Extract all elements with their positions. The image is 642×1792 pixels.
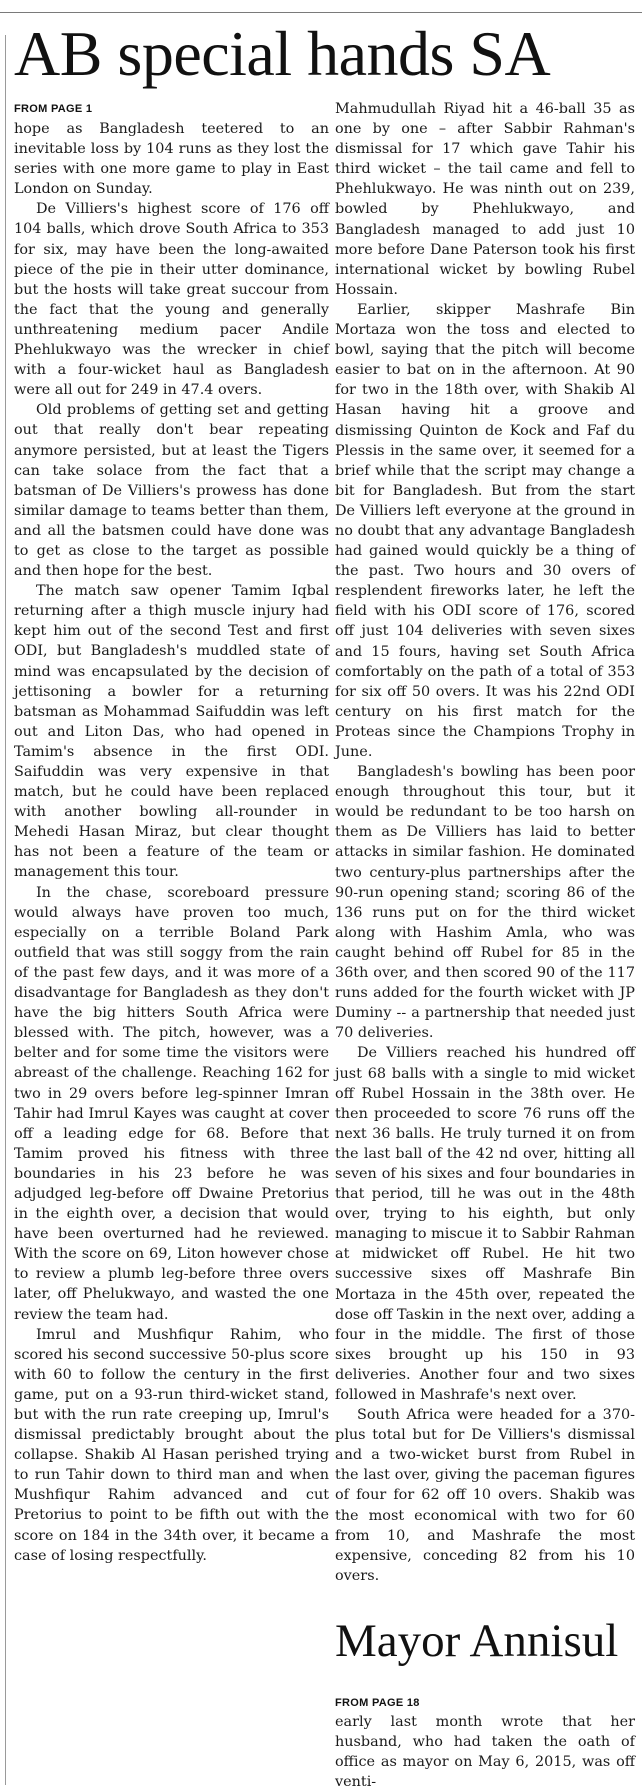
paragraph: De Villiers reached his hundred off just 68 balls with a single to mid wicket off Rubel Hossain in the 38th over. He then proceeded to score 76 runs off the next 36 balls. He truly turned it on from the last ball of the 42 nd over, hitting all seven of his sixes and four boundaries in that period, till he was out in the 48th over, trying to his eighth, but only managing to miscue it to Sabbir Rahman at midwicket off Rubel. He hit two successive sixes off Mashrafe Bin Mortaza in the 45th over, repeated the dose off Taskin in the next over, adding a four in the middle. The first of those sixes brought up his 150 in 93 deliveries. Another four and two sixes followed in Mashrafe's next over. — [335, 1045, 635, 1403]
paragraph: In the chase, scoreboard pressure would always have proven too much, especially on a terrible Boland Park outfield that was still soggy from the rain of the past few days, and it was more of a disadvantage for Bangladesh as they don't have the big hitters South Africa were blessed with. The pitch, however, was a belter and for some time the visitors were abreast of the challenge. Reaching 162 for two in 29 overs before leg-spinner Imran Tahir had Imrul Kayes was caught at cover off a leading edge for 68. Before that Tamim proved his fitness with three boundaries in his 23 before he was adjudged leg-before off Dwaine Pretorius in the eighth over, a decision that would have been overturned had he reviewed. With the score on 69, Liton however chose to review a plumb leg-before three overs later, off Phelukwayo, and wasted the one review the team had. — [14, 884, 329, 1323]
second-article-column — [335, 1696, 635, 1792]
paragraph: Mahmudullah Riyad hit a 46-ball 35 as one by one – after Sabbir Rahman's dismissal for 17 which gave Tahir his third wicket – the tail came and fell to Phehlukwayo. He was ninth out on 239, bowled by Phehlukwayo, and Bangladesh managed to add just 10 more before Dane Paterson took his first international wicket by bowling Rubel Hossain. — [335, 101, 635, 298]
paragraph: De Villiers's highest score of 176 off 104 balls, which drove South Africa to 353 for six, may have been the long-awaited piece of the pie in their utter dominance, but the hosts will take great succour from the fact that the young and generally unthreatening medium pacer Andile Phehlukwayo was the wrecker in chief with a four-wicket haul as Bangladesh were all out for 249 in 47.4 overs. — [14, 201, 329, 399]
paragraph: South Africa were headed for a 370-plus total but for De Villiers's dismissal and a two-wicket burst from Rubel in the last over, giving the paceman figures of four for 62 off 10 overs. Shakib was the most economical with two for 60 from 10, and Mashrafe the most expensive, conceding 82 from his 10 overs. — [335, 1407, 635, 1584]
top-rule — [0, 12, 642, 13]
second-article-headline: Mayor Annisul — [335, 1615, 619, 1667]
left-column — [14, 102, 329, 1566]
paragraph: Imrul and Mushfiqur Rahim, who scored his second successive 50-plus score with 60 to follow the century in the first game, put on a 93-run third-wicket stand, but with the run rate creeping up, Imrul's dismissal predictably brought about the collapse. Shakib Al Hasan perished trying to run Tahir down to third man and when Mushfiqur Rahim advanced and cut Pretorius to point to be fifth out with the score on 184 in the 34th over, it became a case of losing respectfully. — [14, 1326, 329, 1564]
paragraph: The match saw opener Tamim Iqbal returning after a thigh muscle injury had kept him out of the second Test and first ODI, but Bangladesh's muddled state of mind was encapsulated by the decision of jettisoning a bowler for a returning batsman as Mohammad Saifuddin was left out and Liton Das, who had opened in Tamim's absence in the first ODI. Saifuddin was very expensive in that match, but he could have been replaced with another bowling all-rounder in Mehedi Hasan Miraz, but clear thought has not been a feature of the team or management this tour. — [14, 583, 329, 881]
paragraph: Earlier, skipper Mashrafe Bin Mortaza won the toss and elected to bowl, saying that the pitch will become easier to bat on in the afternoon. At 90 for two in the 18th over, with Shakib Al Hasan having hit a groove and dismissing Quinton de Kock and Faf du Plessis in the same over, it seemed for a brief while that the script may change a bit for Bangladesh. But from the start De Villiers left everyone at the ground in no doubt that any advantage Bangladesh had gained would quickly be a thing of the past. Two hours and 30 overs of resplendent fireworks later, he left the field with his ODI score of 176, scored off just 104 deliveries with seven sixes and 15 fours, having set South Africa comfortably on the path of a total of 353 for six off 50 overs. It was his 22nd ODI century on his first match for the Proteas since the Champions Trophy in June. — [335, 301, 635, 760]
paragraph: Bangladesh's bowling has been poor enough throughout this tour, but it would be redundant to be too harsh on them as De Villiers has laid to better attacks in similar fashion. He dominated two century-plus partnerships after the 90-run opening stand; scoring 86 of the 136 runs put on for the third wicket along with Hashim Amla, who was caught behind off Rubel for 85 in the 36th over, and then scored 90 of the 117 runs added for the fourth wicket with JP Duminy -- a partnership that needed just 70 deliveries. — [335, 764, 635, 1042]
left-column-rule — [5, 35, 6, 1785]
article-kicker: FROM PAGE 1 — [14, 103, 93, 115]
second-article-kicker: FROM PAGE 18 — [335, 1697, 420, 1709]
paragraph: early last month wrote that her husband, who had taken the oath of office as mayor on May 6, 2015, was off venti- — [335, 1714, 635, 1791]
paragraph: hope as Bangladesh teetered to an inevitable loss by 104 runs as they lost the series with one more game to play in East London on Sunday. — [14, 121, 329, 198]
paragraph: Old problems of getting set and getting out that really don't bear repeating anymore persisted, but at least the Tigers can take solace from the fact that a batsman of De Villiers's prowess has done similar damage to teams better than them, and all the batsmen could have done was to get as close to the target as possible and then hope for the best. — [14, 402, 329, 580]
right-column — [335, 99, 635, 1586]
article-headline: AB special hands SA — [14, 18, 551, 89]
